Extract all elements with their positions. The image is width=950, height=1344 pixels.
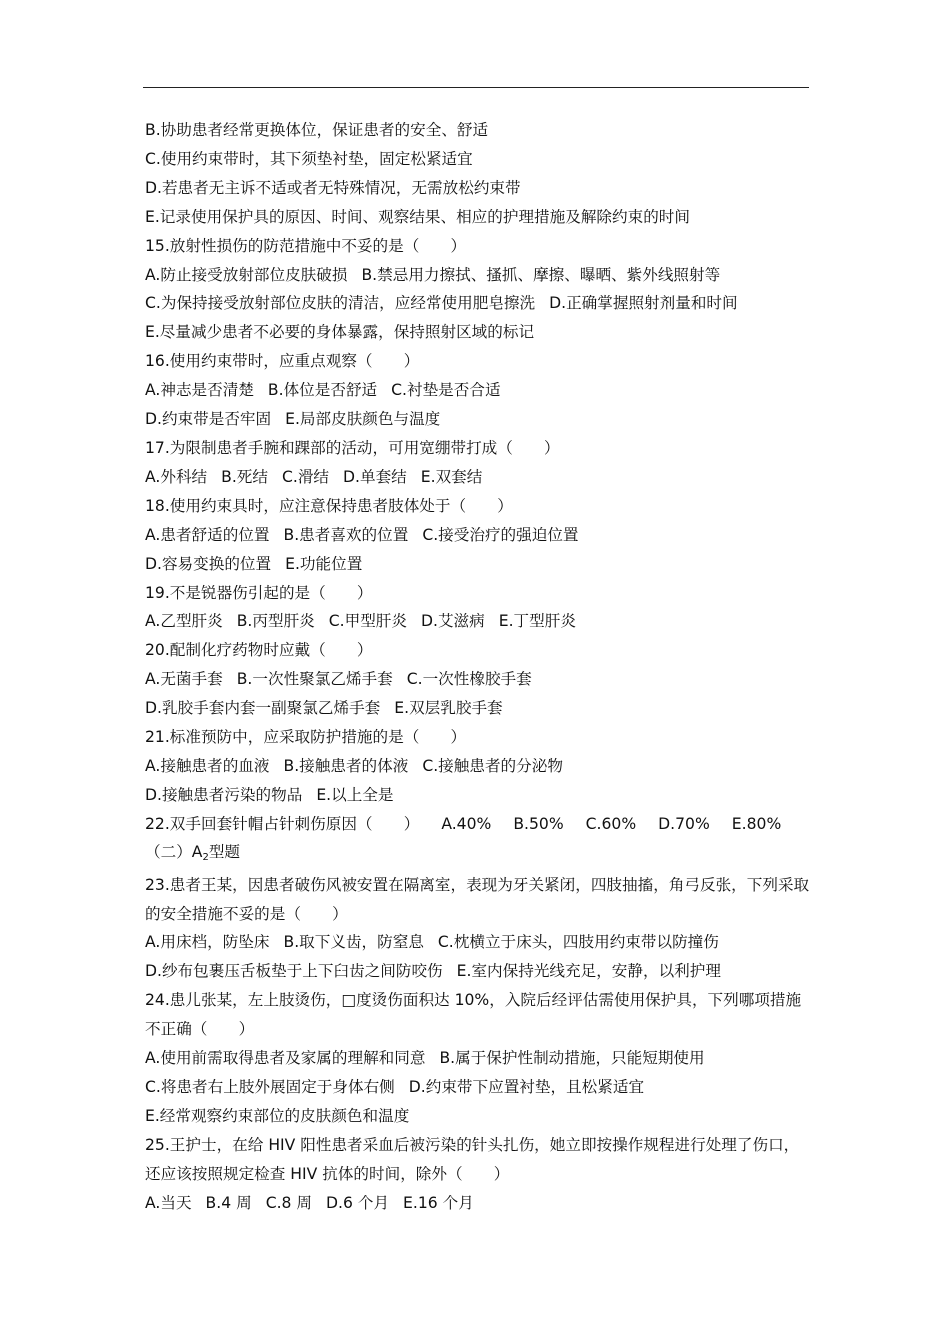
question-15-options-row-2 — [145, 289, 813, 318]
section-heading-suffix: 型题 — [208, 842, 241, 861]
question-25-stem: 25.王护士，在给 HIV 阳性患者采血后被污染的针头扎伤，她立即按操作规程进行处理了伤口，还应该按照规定检查 HIV 抗体的时间，除外（ ） — [145, 1135, 800, 1183]
question-16-option-c: C.衬垫是否合适 — [391, 381, 501, 400]
question-23-option-a: A.用床档，防坠床 — [145, 933, 270, 952]
question-23-option-d: D.纱布包裹压舌板垫于上下臼齿之间防咬伤 — [145, 962, 443, 981]
question-18-options-row-1 — [145, 521, 813, 550]
question-22 — [145, 810, 813, 839]
question-17-option-a: A.外科结 — [145, 467, 208, 486]
question-24-option-c: C.将患者右上肢外展固定于身体右侧 — [145, 1078, 395, 1096]
document-body — [145, 116, 813, 1218]
question-19-option-d: D.艾滋病 — [421, 612, 485, 631]
question-20-option-e: E.双层乳胶手套 — [394, 699, 503, 718]
question-25-option-c: C.8 周 — [265, 1193, 313, 1212]
question-17-option-e: E.双套结 — [420, 467, 483, 486]
question-23-option-b: B.取下义齿，防窒息 — [283, 933, 424, 952]
question-15-stem: 15.放射性损伤的防范措施中不妥的是（ ） — [145, 236, 467, 255]
question-22-option-d: D.70% — [658, 814, 710, 833]
question-20-option-c: C.一次性橡胶手套 — [406, 670, 532, 689]
question-17-options — [145, 463, 813, 492]
question-21-options-row-1 — [145, 752, 813, 781]
question-24-option-a: A.使用前需取得患者及家属的理解和同意 — [145, 1049, 426, 1068]
question-25-options — [145, 1189, 813, 1218]
question-21-options-row-2 — [145, 781, 813, 810]
question-16-stem: 16.使用约束带时，应重点观察（ ） — [145, 352, 420, 371]
header-divider — [143, 87, 809, 88]
question-20-option-b: B.一次性聚氯乙烯手套 — [236, 670, 393, 689]
option-line: D.若患者无主诉不适或者无特殊情况，无需放松约束带 — [145, 178, 521, 197]
question-17-option-d: D.单套结 — [343, 467, 407, 486]
question-16-options-row-2 — [145, 405, 813, 434]
question-15-option-b: B.禁忌用力擦拭、搔抓、摩擦、曝晒、紫外线照射等 — [361, 265, 721, 284]
option-line: E.记录使用保护具的原因、时间、观察结果、相应的护理措施及解除约束的时间 — [145, 207, 690, 226]
question-22-stem: 22.双手回套针帽占针刺伤原因（ ） — [145, 814, 420, 833]
question-25-option-d: D.6 个月 — [326, 1193, 390, 1212]
section-heading — [145, 839, 813, 871]
question-23-option-c: C.枕横立于床头，四肢用约束带以防撞伤 — [437, 933, 719, 952]
question-15-option-a: A.防止接受放射部位皮肤破损 — [145, 265, 348, 284]
question-20-options-row-2 — [145, 694, 813, 723]
question-18-option-e: E.功能位置 — [285, 554, 363, 573]
question-24-option-b: B.属于保护性制动措施，只能短期使用 — [439, 1049, 705, 1068]
question-21-option-c: C.接触患者的分泌物 — [422, 756, 563, 775]
question-19-options — [145, 607, 813, 636]
question-23-option-e: E.室内保持光线充足，安静，以利护理 — [456, 962, 721, 981]
question-24-option-e: E.经常观察约束部位的皮肤颜色和温度 — [145, 1106, 410, 1125]
question-25-option-b: B.4 周 — [205, 1193, 252, 1212]
question-21-option-e: E.以上全是 — [316, 785, 394, 804]
question-18-stem: 18.使用约束具时，应注意保持患者肢体处于（ ） — [145, 496, 513, 515]
question-20-stem: 20.配制化疗药物时应戴（ ） — [145, 641, 373, 660]
question-22-option-e: E.80% — [731, 814, 782, 833]
question-21-stem: 21.标准预防中，应采取防护措施的是（ ） — [145, 728, 467, 747]
question-17-option-c: C.滑结 — [281, 467, 330, 486]
question-18-option-a: A.患者舒适的位置 — [145, 525, 270, 544]
question-19-option-c: C.甲型肝炎 — [328, 612, 407, 631]
question-24-stem: 24.患儿张某，左上肢烫伤，□度烫伤面积达 10%，入院后经评估需使用保护具，下列哪项措施不正确（ ） — [145, 991, 802, 1039]
question-25-option-a: A.当天 — [145, 1193, 192, 1212]
question-23-options-row-2 — [145, 957, 813, 986]
question-24-options-row-2 — [145, 1073, 813, 1102]
question-20-option-d: D.乳胶手套内套一副聚氯乙烯手套 — [145, 699, 381, 718]
question-22-option-a: A.40% — [441, 814, 492, 833]
question-18-options-row-2 — [145, 550, 813, 579]
section-heading-subscript: 2 — [202, 851, 209, 863]
question-20-options-row-1 — [145, 665, 813, 694]
question-19-option-b: B.丙型肝炎 — [236, 612, 315, 631]
question-21-option-d: D.接触患者污染的物品 — [145, 785, 303, 804]
question-18-option-d: D.容易变换的位置 — [145, 554, 272, 573]
question-16-option-a: A.神志是否清楚 — [145, 381, 254, 400]
question-25-option-e: E.16 个月 — [403, 1193, 474, 1212]
question-16-option-e: E.局部皮肤颜色与温度 — [285, 410, 441, 429]
question-20-option-a: A.无菌手套 — [145, 670, 223, 689]
option-line: C.使用约束带时，其下须垫衬垫，固定松紧适宜 — [145, 149, 473, 168]
question-18-option-c: C.接受治疗的强迫位置 — [422, 525, 579, 544]
question-23-options-row-1 — [145, 928, 813, 957]
question-18-option-b: B.患者喜欢的位置 — [283, 525, 409, 544]
question-15-option-c: C.为保持接受放射部位皮肤的清洁，应经常使用肥皂擦洗 — [145, 294, 536, 313]
question-19-option-a: A.乙型肝炎 — [145, 612, 223, 631]
question-22-option-c: C.60% — [585, 814, 637, 833]
section-heading-prefix: （二）A — [145, 842, 203, 861]
question-23-stem: 23.患者王某，因患者破伤风被安置在隔离室，表现为牙关紧闭，四肢抽搐，角弓反张，下列采取的安全措施不妥的是（ ） — [145, 875, 810, 923]
question-15-option-e: E.尽量减少患者不必要的身体暴露，保持照射区域的标记 — [145, 323, 535, 342]
question-17-stem: 17.为限制患者手腕和踝部的活动，可用宽绷带打成（ ） — [145, 438, 560, 457]
question-19-option-e: E.丁型肝炎 — [498, 612, 576, 631]
question-19-stem: 19.不是锐器伤引起的是（ ） — [145, 583, 373, 602]
option-line: B.协助患者经常更换体位，保证患者的安全、舒适 — [145, 121, 489, 139]
question-15-options-row-1 — [145, 261, 813, 290]
question-21-option-b: B.接触患者的体液 — [283, 756, 409, 775]
question-16-options-row-1 — [145, 376, 813, 405]
question-24-option-d: D.约束带下应置衬垫，且松紧适宜 — [408, 1078, 645, 1096]
question-17-option-b: B.死结 — [221, 467, 268, 486]
question-22-option-b: B.50% — [513, 814, 564, 833]
question-24-options-row-1 — [145, 1044, 813, 1073]
question-21-option-a: A.接触患者的血液 — [145, 756, 270, 775]
question-15-option-d: D.正确掌握照射剂量和时间 — [549, 294, 738, 313]
question-16-option-d: D.约束带是否牢固 — [145, 410, 272, 429]
question-16-option-b: B.体位是否舒适 — [267, 381, 378, 400]
